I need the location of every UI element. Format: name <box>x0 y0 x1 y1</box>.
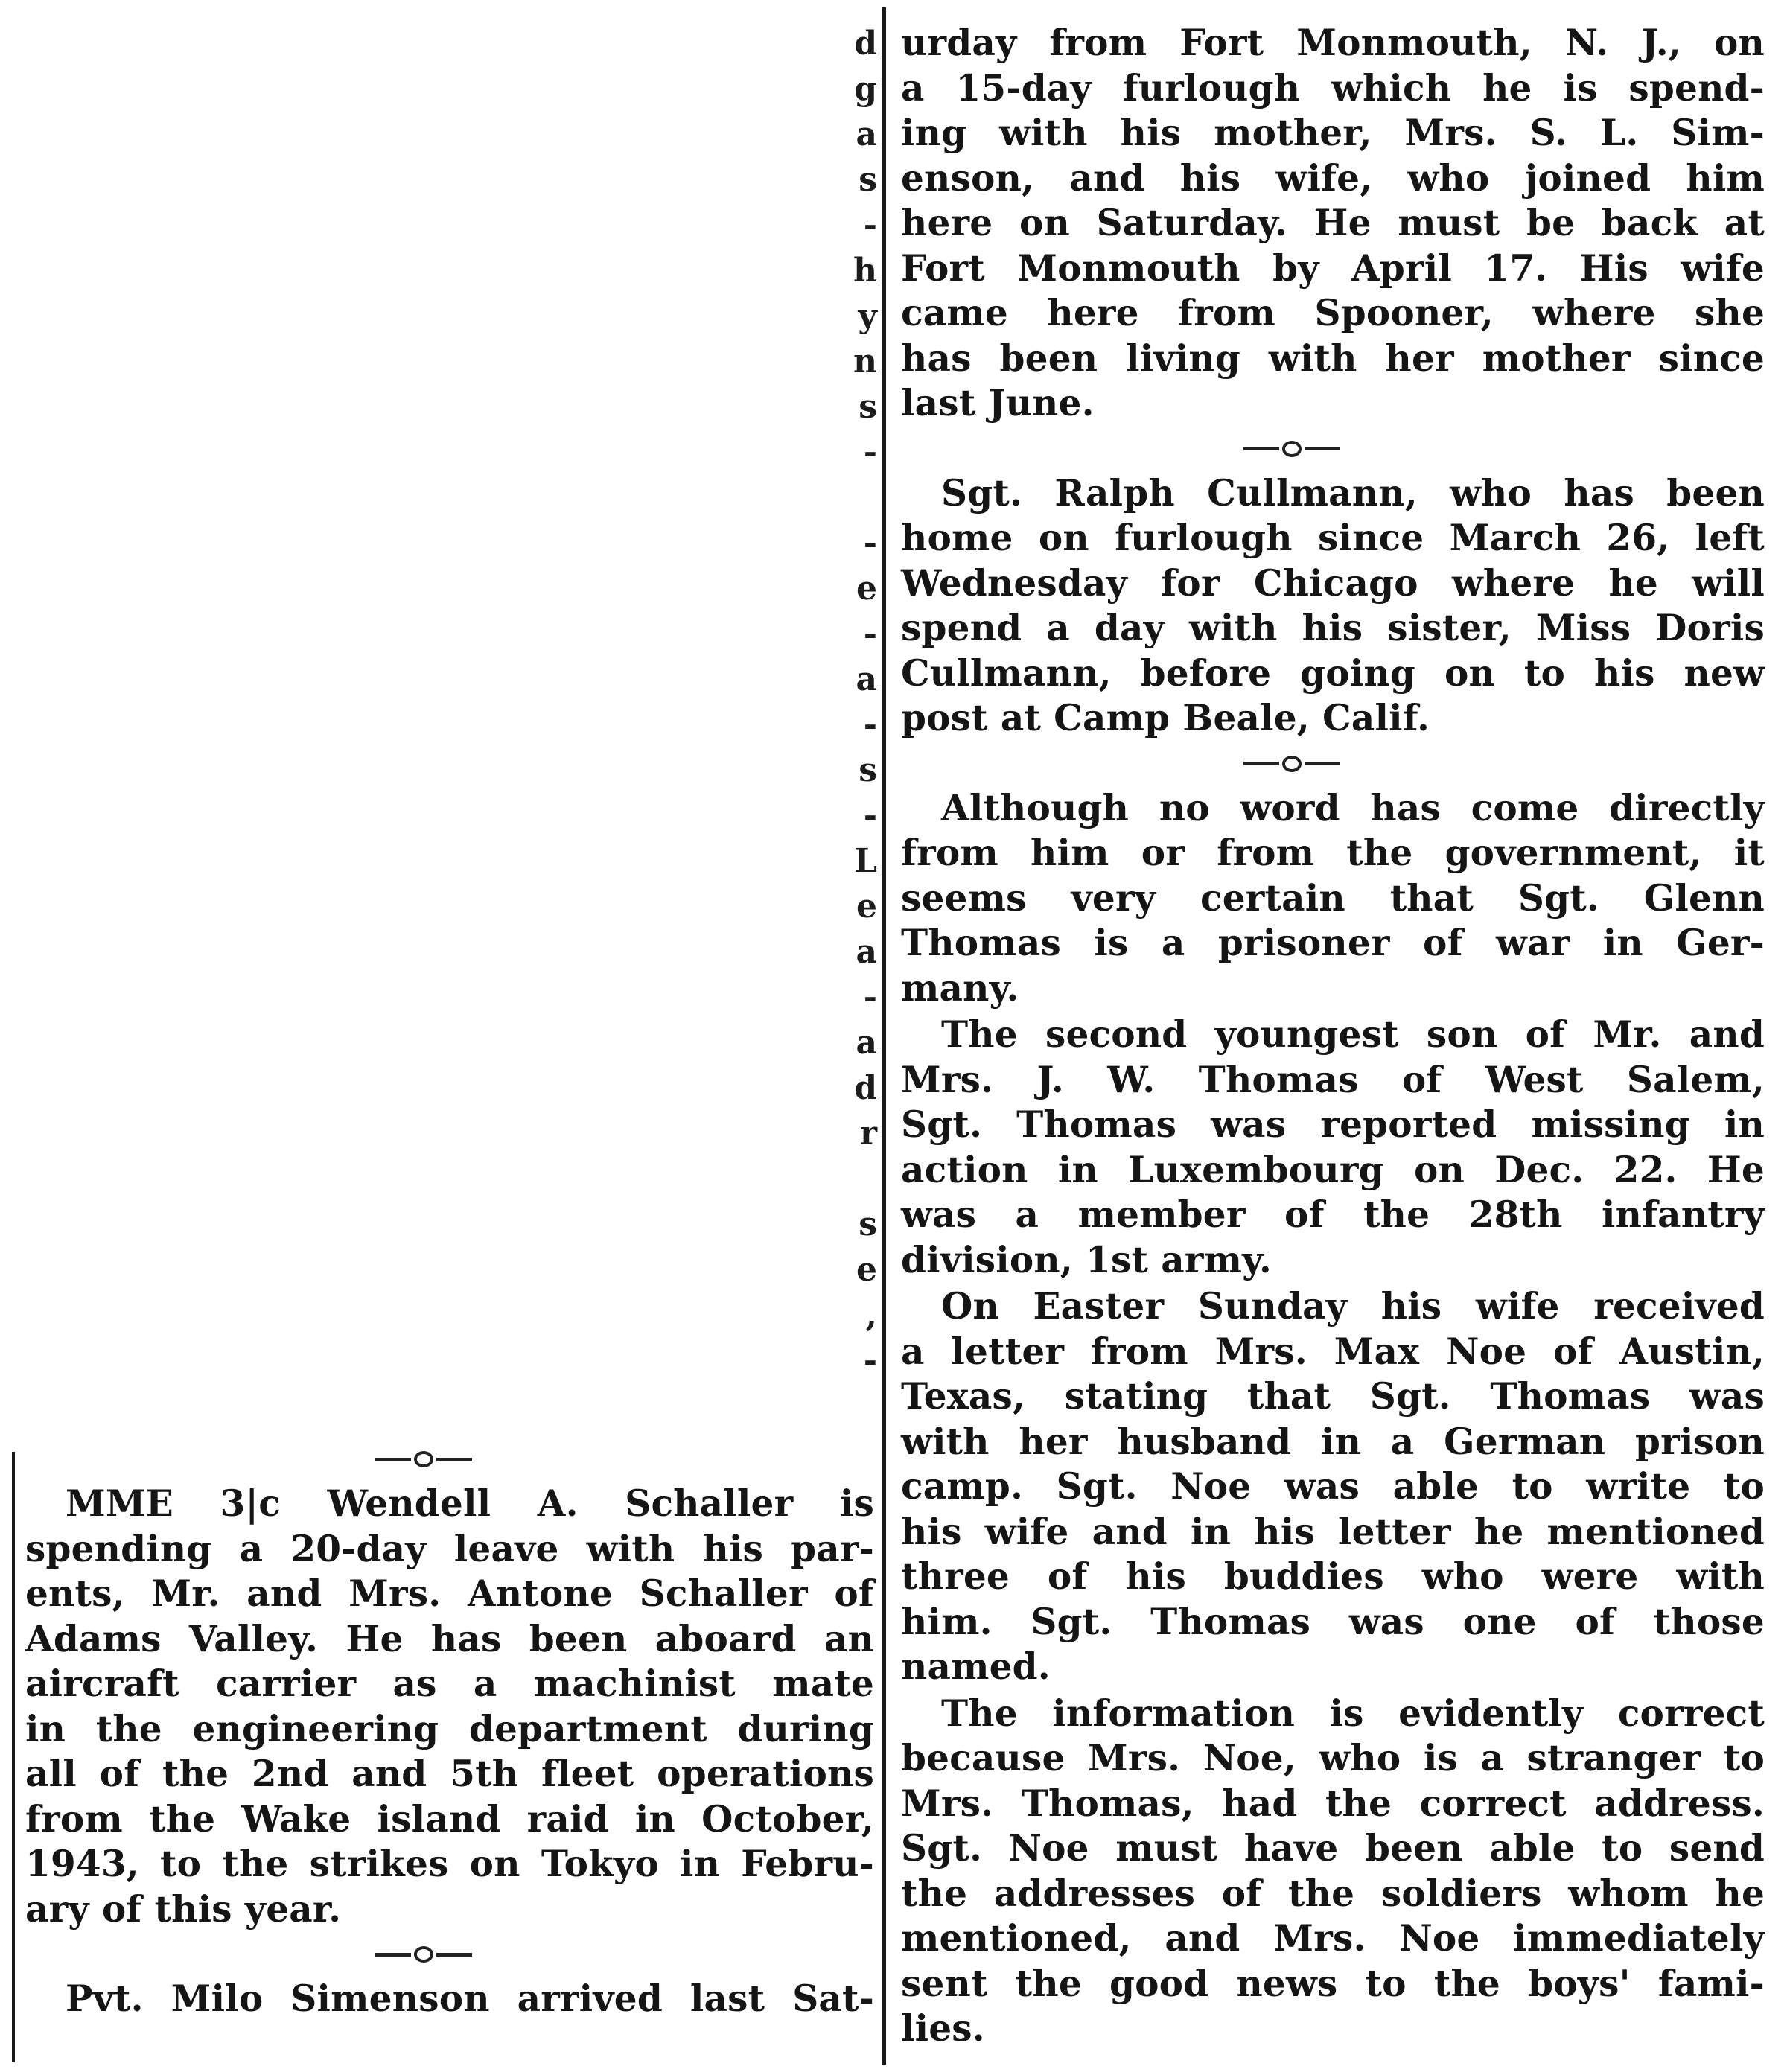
article-paragraph <box>901 1284 1765 1690</box>
fragment-letter: a <box>856 933 877 971</box>
fragment-letter: - <box>863 797 877 835</box>
text-line: MME 3|c Wendell A. Schaller is <box>66 1482 874 1525</box>
fragment-letter: n <box>853 342 877 380</box>
left-edge-rule <box>12 1452 15 2062</box>
text-line: Cullmann, before going on to his new <box>901 651 1765 695</box>
text-line: Pvt. Milo Simenson arrived last Sat- <box>66 1977 874 2020</box>
text-line: him. Sgt. Thomas was one of those <box>901 1600 1765 1643</box>
fragment-letter: r <box>859 1115 877 1153</box>
text-line: Texas, stating that Sgt. Thomas was <box>901 1375 1765 1418</box>
text-line: because Mrs. Noe, who is a stranger to <box>901 1737 1765 1779</box>
section-separator <box>901 427 1765 471</box>
text-line: Adams Valley. He has been aboard an <box>25 1617 874 1660</box>
article-paragraph <box>901 1692 1765 2052</box>
fragment-letter: a <box>856 660 877 698</box>
article-paragraph <box>25 1482 874 1932</box>
text-line: ing with his mother, Mrs. S. L. Sim- <box>901 112 1765 154</box>
text-line: a 15-day furlough which he is spend- <box>901 66 1765 109</box>
left-column <box>25 1437 874 2022</box>
section-separator <box>25 1437 874 1482</box>
text-line: Although no word has come directly <box>941 786 1765 829</box>
fragment-letter: d <box>854 25 877 63</box>
text-line: from the Wake island raid in October, <box>25 1797 874 1840</box>
text-line: the addresses of the soldiers whom he <box>901 1872 1765 1915</box>
text-line: Wednesday for Chicago where he will <box>901 561 1765 605</box>
fragment-letter: - <box>863 615 877 653</box>
fragment-letter <box>841 475 877 520</box>
text-line: The second youngest son of Mr. and <box>941 1013 1765 1056</box>
fragment-letter: L <box>854 842 877 880</box>
text-line: sent the good news to the boys' fami- <box>901 1962 1765 2005</box>
text-line: has been living with her mother since <box>901 337 1765 380</box>
text-line: was a member of the 28th infantry <box>901 1193 1765 1236</box>
text-line: Sgt. Ralph Cullmann, who has been <box>941 471 1765 514</box>
separator-ornament <box>1236 427 1348 471</box>
text-line: division, 1st army. <box>901 1238 1272 1281</box>
text-line: Mrs. J. W. Thomas of West Salem, <box>901 1058 1765 1101</box>
column-rule <box>882 7 886 2065</box>
text-line: from him or from the government, it <box>901 832 1765 874</box>
text-line: his wife and in his letter he mentioned <box>901 1510 1765 1553</box>
text-line: aircraft carrier as a machinist mate <box>25 1663 874 1705</box>
text-line: Sgt. Noe must have been able to send <box>901 1827 1765 1869</box>
text-line: enson, and his wife, who joined him <box>901 156 1765 200</box>
article-paragraph <box>901 21 1765 427</box>
text-line: action in Luxembourg on Dec. 22. He <box>901 1148 1765 1191</box>
text-line: mentioned, and Mrs. Noe immediately <box>901 1917 1765 1960</box>
text-line: all of the 2nd and 5th fleet operations <box>25 1753 874 1795</box>
text-line: with her husband in a German prison <box>901 1420 1765 1463</box>
text-line: a letter from Mrs. Max Noe of Austin, <box>901 1330 1765 1373</box>
fragment-letter: e <box>856 1251 877 1289</box>
fragment-letter: - <box>863 433 877 471</box>
fragment-letter: - <box>863 706 877 744</box>
text-line: Fort Monmouth by April 17. His wife <box>901 246 1765 290</box>
text-line: home on furlough since March 26, left <box>901 517 1765 559</box>
fragment-letter: , <box>865 1296 877 1334</box>
fragment-letter: - <box>863 978 877 1016</box>
text-line: three of his buddies who were with <box>901 1555 1765 1598</box>
text-line: spend a day with his sister, Miss Doris <box>901 607 1765 649</box>
fragment-letter: s <box>859 1205 877 1243</box>
fragment-letter: - <box>863 524 877 562</box>
text-line: lies. <box>901 2007 985 2050</box>
fragment-letter: - <box>863 206 877 244</box>
separator-ornament <box>368 1932 480 1977</box>
fragment-letter: s <box>859 751 877 789</box>
text-line: post at Camp Beale, Calif. <box>901 697 1430 739</box>
fragment-letter: e <box>856 570 877 608</box>
text-line: Mrs. Thomas, had the correct address. <box>901 1782 1765 1825</box>
fragment-letter: s <box>859 388 877 426</box>
text-line: 1943, to the strikes on Tokyo in Febru- <box>25 1843 874 1885</box>
fragment-letter: g <box>854 70 877 108</box>
separator-ornament <box>1236 742 1348 786</box>
article-paragraph <box>901 786 1765 1012</box>
text-line: named. <box>901 1645 1051 1688</box>
text-line: seems very certain that Sgt. Glenn <box>901 876 1765 919</box>
text-line: Thomas is a prisoner of war in Ger- <box>901 922 1765 964</box>
adjacent-column-fragments <box>841 21 877 1383</box>
text-line: came here from Spooner, where she <box>901 292 1765 334</box>
separator-ornament <box>368 1437 480 1482</box>
text-line: in the engineering department during <box>25 1707 874 1750</box>
fragment-letter: s <box>859 161 877 199</box>
article-paragraph <box>25 1977 874 2022</box>
text-line: The information is evidently correct <box>941 1692 1765 1735</box>
fragment-letter: a <box>856 1024 877 1062</box>
fragment-letter: a <box>856 115 877 153</box>
text-line: camp. Sgt. Noe was able to write to <box>901 1465 1765 1508</box>
fragment-letter: e <box>856 887 877 925</box>
fragment-letter: h <box>853 252 877 290</box>
text-line: spending a 20-day leave with his par- <box>25 1527 874 1570</box>
fragment-letter: y <box>858 297 877 335</box>
right-column <box>901 21 1765 2052</box>
text-line: ary of this year. <box>25 1887 342 1931</box>
text-line: ents, Mr. and Mrs. Antone Schaller of <box>25 1572 874 1615</box>
fragment-letter <box>841 1156 877 1202</box>
fragment-letter: - <box>863 1342 877 1380</box>
fragment-letter: d <box>854 1069 877 1107</box>
text-line: On Easter Sunday his wife received <box>941 1285 1765 1327</box>
article-paragraph <box>901 1013 1765 1283</box>
text-line: here on Saturday. He must be back at <box>901 202 1765 244</box>
text-line: urday from Fort Monmouth, N. J., on <box>901 22 1765 64</box>
text-line: Sgt. Thomas was reported missing in <box>901 1103 1765 1146</box>
text-line: last June. <box>901 382 1095 424</box>
section-separator <box>901 742 1765 786</box>
section-separator <box>25 1932 874 1977</box>
article-paragraph <box>901 471 1765 742</box>
text-line: many. <box>901 966 1019 1010</box>
